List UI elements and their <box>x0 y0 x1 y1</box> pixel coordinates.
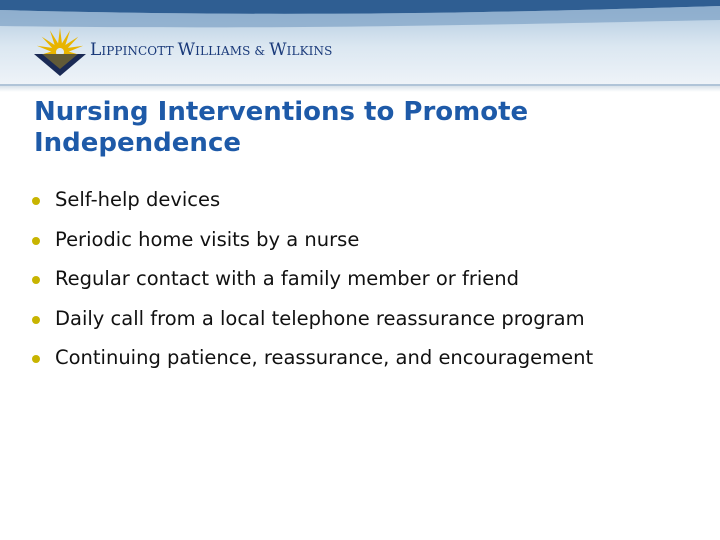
bullet-dot-icon <box>32 237 40 245</box>
slide-title: Nursing Interventions to Promote Independence <box>34 97 529 158</box>
bullet-dot-icon <box>32 276 40 284</box>
bullet-dot-icon <box>32 316 40 324</box>
bullet-dot-icon <box>32 197 40 205</box>
bullet-text: Periodic home visits by a nurse <box>55 227 360 251</box>
bullet-item <box>32 344 692 384</box>
banner-shadow <box>0 86 720 92</box>
bullet-item <box>32 226 692 266</box>
bullet-dot-icon <box>32 355 40 363</box>
publisher-name: LIPPINCOTT WILLIAMS & WILKINS <box>90 40 333 60</box>
bullet-text: Regular contact with a family member or friend <box>55 267 520 290</box>
bullet-item <box>32 305 692 345</box>
bullet-item <box>32 186 692 226</box>
bullet-text: Self-help devices <box>55 188 221 211</box>
bullet-text: Continuing patience, reassurance, and encouragement <box>55 346 594 369</box>
header-banner <box>0 0 720 84</box>
bullet-item <box>32 265 692 305</box>
bullet-list <box>32 186 692 384</box>
sunburst-logo-icon <box>30 24 90 80</box>
bullet-text: Daily call from a local telephone reassurance program <box>55 306 585 330</box>
